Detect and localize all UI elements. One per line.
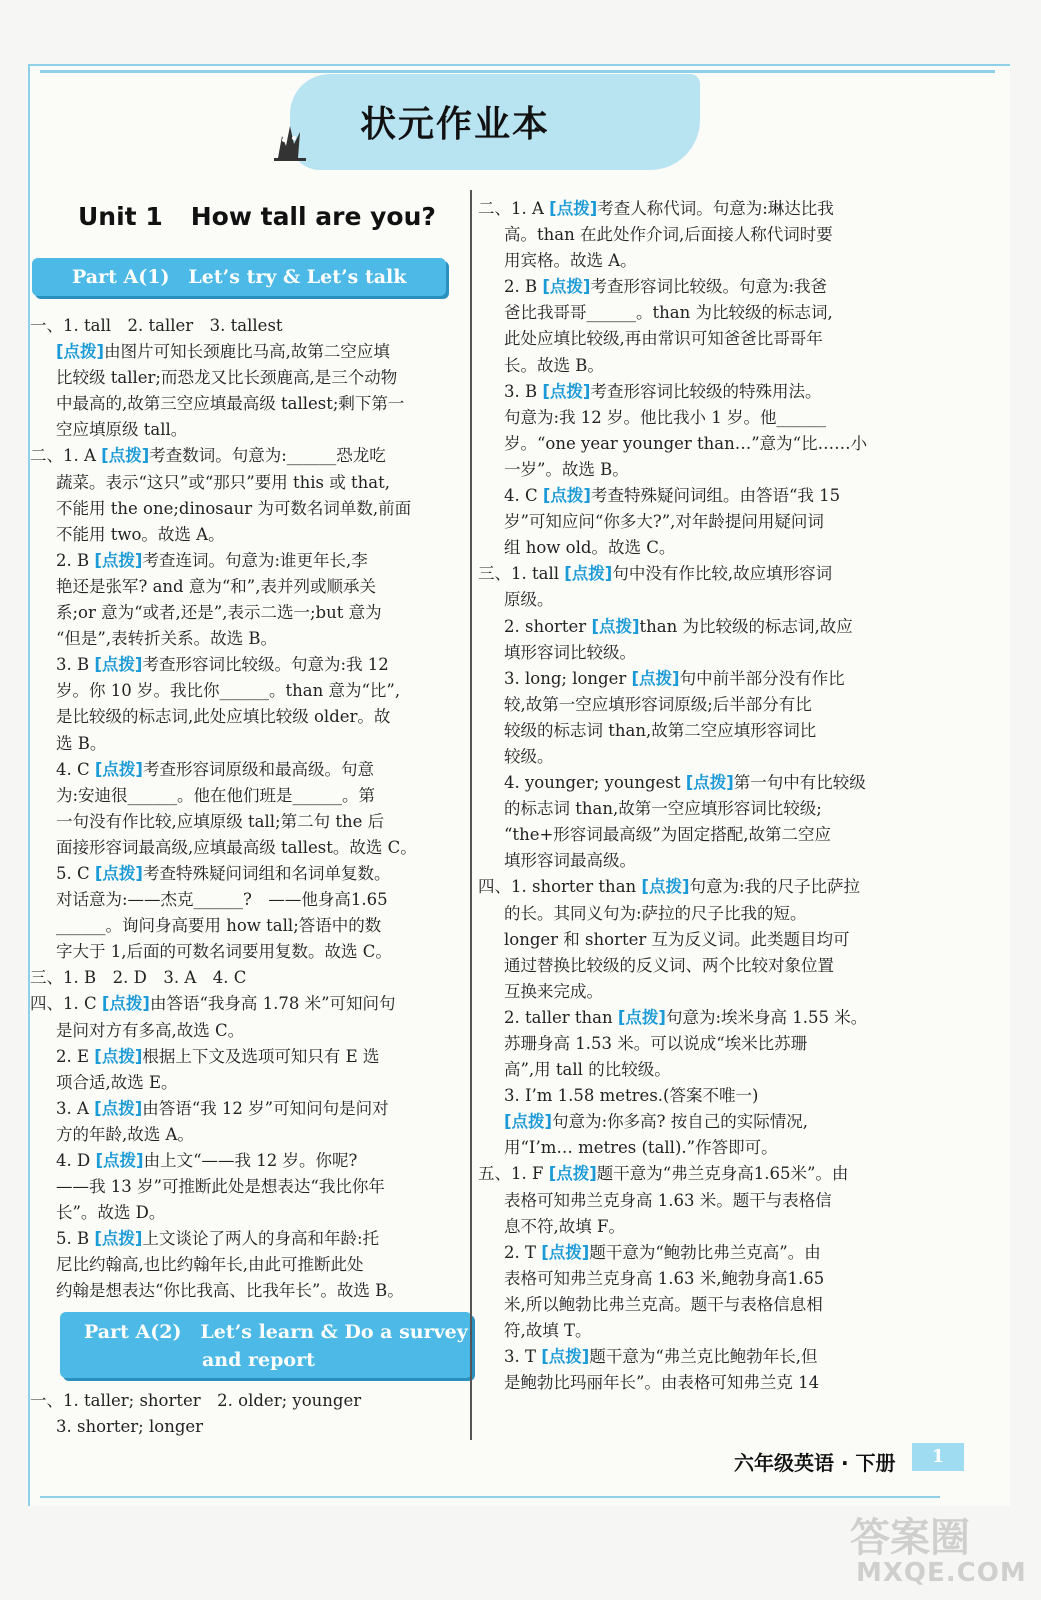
text-line <box>478 379 938 405</box>
text-line <box>478 692 938 718</box>
part-a2-banner <box>60 1312 472 1378</box>
text-line <box>30 313 470 339</box>
line-text: 息不符,故填 F。 <box>504 1216 625 1236</box>
line-text: 不能用 the one;dinosaur 为可数名词单数,前面 <box>56 498 412 518</box>
line-text: 一、1. taller; shorter 2. older; younger <box>30 1391 362 1410</box>
text-line <box>30 365 470 391</box>
text-line <box>478 1240 938 1266</box>
text-line <box>30 965 470 991</box>
text-line <box>478 848 938 874</box>
hint-label: [点拨] <box>549 199 598 218</box>
line-text: 一句没有作比较,应填原级 tall;第二句 the 后 <box>56 811 385 831</box>
line-text: 字大于 1,后面的可数名词要用复数。故选 C。 <box>56 942 392 962</box>
line-text: 2. E <box>56 1046 95 1066</box>
text-line <box>478 222 938 248</box>
line-text: 2. taller than <box>504 1007 618 1027</box>
text-line <box>478 1318 938 1344</box>
line-text: 句意为:埃米身高 1.55 米。 <box>665 1007 868 1027</box>
line-text: 2. shorter <box>504 616 592 636</box>
text-line <box>30 443 470 469</box>
text-line <box>30 548 470 574</box>
text-line <box>478 822 938 848</box>
hint-label: [点拨] <box>685 773 734 793</box>
text-line <box>30 1252 470 1278</box>
line-text: 中最高的,故第三空应填最高级 tallest;剩下第一 <box>56 394 405 414</box>
text-line <box>478 353 938 379</box>
line-text: 原级。 <box>504 590 554 610</box>
text-line <box>30 1388 470 1414</box>
line-text: 的标志词 than,故第一空应填形容词比较级; <box>504 799 822 819</box>
line-text: 题干意为“弗兰克比鲍勃年长,但 <box>589 1347 818 1367</box>
text-line <box>478 483 938 509</box>
text-line <box>30 887 470 913</box>
page-number: 1 <box>912 1443 964 1471</box>
line-text: 一、1. tall 2. taller 3. tallest <box>30 316 283 335</box>
text-line <box>30 391 470 417</box>
text-line <box>478 1005 938 1031</box>
line-text: 的长。其同义句为:萨拉的尺子比我的短。 <box>504 903 807 923</box>
text-line <box>30 626 470 652</box>
line-text: 岁。“one year younger than…”意为“比……小 <box>504 433 868 453</box>
line-text: 为:安迪很______。他在他们班是______。第 <box>56 785 376 805</box>
watermark-logo <box>842 1506 1027 1596</box>
unit-label: Unit 1 <box>78 202 163 231</box>
text-line <box>478 431 938 457</box>
text-line <box>478 953 938 979</box>
hint-label: [点拨] <box>94 1229 143 1249</box>
text-line <box>30 783 470 809</box>
line-text: 约翰是想表达“你比我高、比我年长”。故选 B。 <box>56 1281 404 1301</box>
right-column <box>478 196 938 1396</box>
line-text: 2. T <box>504 1242 542 1262</box>
line-text: 2. B <box>504 277 543 297</box>
line-text: 四、1. shorter than <box>478 877 642 897</box>
text-line <box>30 470 470 496</box>
line-text: 是问对方有多高,故选 C。 <box>56 1020 245 1040</box>
line-text: “但是”,表转折关系。故选 B。 <box>56 629 277 649</box>
text-line <box>478 979 938 1005</box>
hint-label: [点拨] <box>542 277 591 297</box>
text-line <box>478 1109 938 1135</box>
hint-label: [点拨] <box>94 1098 143 1118</box>
hint-label: [点拨] <box>94 655 143 675</box>
text-line <box>478 248 938 274</box>
hint-label: [点拨] <box>56 342 105 362</box>
text-line <box>478 770 938 796</box>
text-line <box>478 614 938 640</box>
line-text: 项合适,故选 E。 <box>56 1072 178 1092</box>
text-line <box>30 991 470 1017</box>
line-text: 组 how old。故选 C。 <box>504 538 676 558</box>
hint-label: [点拨] <box>591 616 640 636</box>
line-text: 2. B <box>56 550 95 570</box>
text-line <box>478 587 938 613</box>
hint-label: [点拨] <box>631 668 680 688</box>
hint-label: [点拨] <box>548 1164 597 1184</box>
line-text: 二、1. A <box>478 199 550 218</box>
text-line <box>30 1278 470 1304</box>
line-text: 用宾格。故选 A。 <box>504 251 637 271</box>
line-text: 三、1. tall <box>478 564 565 584</box>
line-text: 句意为:我的尺子比萨拉 <box>689 877 861 897</box>
text-line <box>478 405 938 431</box>
line-text: 考查特殊疑问词组和名词单复数。 <box>142 863 391 883</box>
line-text: 3. I’m 1.58 metres.(答案不唯一) <box>504 1086 759 1106</box>
hint-label: [点拨] <box>541 1347 590 1367</box>
text-line <box>30 1122 470 1148</box>
line-text: 比较级 taller;而恐龙又比长颈鹿高,是三个动物 <box>56 368 398 388</box>
text-line <box>30 1018 470 1044</box>
line-text: 长”。故选 D。 <box>56 1203 166 1223</box>
line-text: 三、1. B 2. D 3. A 4. C <box>30 968 247 988</box>
line-text: 4. D <box>56 1151 96 1170</box>
line-text: 句意为:我 12 岁。他比我小 1 岁。他______ <box>504 407 827 427</box>
text-line <box>478 1188 938 1214</box>
line-text: 较级的标志词 than,故第二空应填形容词比 <box>504 720 817 740</box>
line-text: 句意为:你多高? 按自己的实际情况, <box>552 1112 808 1132</box>
line-text: “the+形容词最高级”为固定搭配,故第二空应 <box>504 825 831 845</box>
hint-label: [点拨] <box>542 486 591 506</box>
hint-label: [点拨] <box>504 1112 553 1132</box>
line-text: 上文谈论了两人的身高和年龄:托 <box>142 1229 380 1249</box>
text-line <box>30 417 470 443</box>
line-text: 较级。 <box>504 746 554 766</box>
text-line <box>478 274 938 300</box>
text-line <box>478 509 938 535</box>
text-line <box>30 731 470 757</box>
line-text: 互换来完成。 <box>504 981 603 1001</box>
line-text: 对话意为:——杰克______? ——他身高1.65 <box>56 890 388 910</box>
text-line <box>478 640 938 666</box>
line-text: 五、1. F <box>478 1164 549 1184</box>
watermark-url: MXQE.COM <box>856 1558 1027 1588</box>
line-text: 3. B <box>56 655 95 675</box>
line-text: 选 B。 <box>56 733 107 753</box>
part-a1-label: Part A(1) Let’s try & Let’s talk <box>72 266 407 288</box>
line-text: than 为比较级的标志词,故应 <box>639 616 853 636</box>
line-text: 岁”可知应问“你多大?”,对年龄提问用疑问词 <box>504 512 824 532</box>
text-line <box>30 1148 470 1174</box>
text-line <box>30 1044 470 1070</box>
text-line <box>478 1292 938 1318</box>
text-line <box>30 522 470 548</box>
hint-label: [点拨] <box>542 381 591 401</box>
line-text: 是比较级的标志词,此处应填比较级 older。故 <box>56 707 391 727</box>
line-text: 题干意为“弗兰克身高1.65米”。由 <box>596 1164 849 1184</box>
line-text: 考查特殊疑问词组。由答语“我 15 <box>590 486 841 506</box>
line-text: 考查形容词比较级。句意为:我爸 <box>590 277 828 297</box>
unit-title-text: How tall are you? <box>190 202 436 231</box>
text-line <box>478 1266 938 1292</box>
hint-label: [点拨] <box>641 877 690 897</box>
text-line <box>30 1070 470 1096</box>
text-line <box>30 1174 470 1200</box>
line-text: 考查连词。句意为:谁更年长,李 <box>142 550 368 570</box>
text-line <box>478 1083 938 1109</box>
text-line <box>30 600 470 626</box>
text-line <box>30 1226 470 1252</box>
text-line <box>478 718 938 744</box>
line-text: 此处应填比较级,再由常识可知爸爸比哥哥年 <box>504 329 823 349</box>
bottom-rule <box>40 1496 940 1498</box>
hint-label: [点拨] <box>541 1242 590 1262</box>
text-line <box>30 678 470 704</box>
line-text: longer 和 shorter 互为反义词。此类题目均可 <box>504 929 850 949</box>
line-text: 空应填原级 tall。 <box>56 420 188 440</box>
line-text: 四、1. C <box>30 994 102 1014</box>
line-text: 高”,用 tall 的比较级。 <box>504 1060 671 1080</box>
part-a1-banner <box>32 258 446 296</box>
line-text: 句中前半部分没有作比 <box>679 668 845 688</box>
text-line <box>30 913 470 939</box>
line-text: 系;or 意为“或者,还是”,表示二选一;but 意为 <box>56 603 382 623</box>
unit-heading <box>78 202 436 231</box>
line-text: 填形容词比较级。 <box>504 642 636 662</box>
line-text: 蔬菜。表示“这只”或“那只”要用 this 或 that, <box>56 472 390 492</box>
hint-label: [点拨] <box>94 550 143 570</box>
line-text: 方的年龄,故选 A。 <box>56 1124 194 1144</box>
text-line <box>478 1344 938 1370</box>
hint-label: [点拨] <box>617 1007 666 1027</box>
line-text: 二、1. A <box>30 446 102 466</box>
text-line <box>30 496 470 522</box>
text-line <box>478 796 938 822</box>
line-text: ______。询问身高要用 how tall;答语中的数 <box>56 916 382 936</box>
text-line <box>478 1135 938 1161</box>
line-text: ——我 13 岁”可推断此处是想表达“我比你年 <box>56 1177 385 1197</box>
line-text: 5. C <box>56 863 95 883</box>
text-line <box>478 1214 938 1240</box>
text-line <box>30 861 470 887</box>
footer-subject: 六年级英语 · 下册 <box>734 1451 896 1475</box>
line-text: 考查人称代词。句意为:琳达比我 <box>597 199 834 218</box>
line-text: 根据上下文及选项可知只有 E 选 <box>142 1046 380 1066</box>
text-line <box>30 574 470 600</box>
text-line <box>30 1414 470 1440</box>
watermark-text: 答案圈 <box>850 1515 970 1561</box>
line-text: 岁。你 10 岁。我比你______。than 意为“比”, <box>56 681 401 701</box>
text-line <box>478 326 938 352</box>
line-text: 3. long; longer <box>504 668 632 688</box>
text-line <box>478 1370 938 1396</box>
hint-label: [点拨] <box>564 564 613 584</box>
line-text: 3. B <box>504 381 543 401</box>
line-text: 由答语“我身高 1.78 米”可知问句 <box>149 994 396 1014</box>
hint-label: [点拨] <box>94 1046 143 1066</box>
text-line <box>30 339 470 365</box>
top-rule <box>40 70 995 73</box>
text-line <box>30 1096 470 1122</box>
line-text: 不能用 two。故选 A。 <box>56 524 225 544</box>
left-column <box>30 313 470 1305</box>
line-text: 表格可知弗兰克身高 1.63 米。题干与表格信 <box>504 1190 832 1210</box>
line-text: 米,所以鲍勃比弗兰克高。题干与表格信息相 <box>504 1294 823 1314</box>
hint-label: [点拨] <box>101 446 150 466</box>
line-text: 4. younger; youngest <box>504 773 686 793</box>
line-text: 是鲍勃比玛丽年长”。由表格可知弗兰克 14 <box>504 1373 820 1393</box>
line-text: 题干意为“鲍勃比弗兰克高”。由 <box>589 1242 821 1262</box>
line-text: 考查形容词原级和最高级。句意 <box>142 759 374 779</box>
mascot-icon <box>272 118 306 162</box>
line-text: 尼比约翰高,也比约翰年长,由此可推断此处 <box>56 1255 364 1275</box>
text-line <box>30 652 470 678</box>
text-line <box>478 666 938 692</box>
line-text: 由答语“我 12 岁”可知问句是问对 <box>142 1098 389 1118</box>
line-text: 4. C <box>56 759 95 779</box>
text-line <box>478 561 938 587</box>
line-text: 3. T <box>504 1347 542 1367</box>
line-text: 5. B <box>56 1229 95 1249</box>
line-text: 3. shorter; longer <box>56 1417 204 1437</box>
text-line <box>478 744 938 770</box>
line-text: 考查形容词比较级的特殊用法。 <box>590 381 822 401</box>
column-divider <box>470 190 472 1440</box>
hint-label: [点拨] <box>101 994 150 1014</box>
line-text: 高。than 在此处作介词,后面接人称代词时要 <box>504 225 833 245</box>
hint-label: [点拨] <box>94 759 143 779</box>
line-text: 考查形容词比较级。句意为:我 12 <box>142 655 389 675</box>
line-text: 艳还是张军? and 意为“和”,表并列或顺承关 <box>56 576 376 596</box>
line-text: 由图片可知长颈鹿比马高,故第二空应填 <box>104 342 390 362</box>
text-line <box>30 704 470 730</box>
line-text: 第一句中有比较级 <box>733 773 866 793</box>
text-line <box>478 1057 938 1083</box>
line-text: 较,故第一空应填形容词原级;后半部分有比 <box>504 694 812 714</box>
text-line <box>478 1031 938 1057</box>
text-line <box>478 1161 938 1187</box>
text-line <box>30 757 470 783</box>
hint-label: [点拨] <box>95 1151 144 1170</box>
line-text: 符,故填 T。 <box>504 1321 592 1341</box>
hint-label: [点拨] <box>94 863 143 883</box>
text-line <box>30 939 470 965</box>
line-text: 句中没有作比较,故应填形容词 <box>612 564 833 584</box>
line-text: 4. C <box>504 486 543 506</box>
line-text: 考查数词。句意为:______恐龙吃 <box>149 446 386 466</box>
line-text: 3. A <box>56 1098 95 1118</box>
text-line <box>30 809 470 835</box>
text-line <box>478 300 938 326</box>
line-text: 表格可知弗兰克身高 1.63 米,鲍勃身高1.65 <box>504 1268 825 1288</box>
text-line <box>478 901 938 927</box>
line-text: 爸比我哥哥______。than 为比较级的标志词, <box>504 303 833 323</box>
part-a2-label-line1: Part A(2) Let’s learn & Do a survey <box>84 1321 468 1343</box>
text-line <box>478 874 938 900</box>
text-line <box>478 535 938 561</box>
line-text: 一岁”。故选 B。 <box>504 459 629 479</box>
page-title: 状元作业本 <box>360 104 551 145</box>
text-line <box>30 1200 470 1226</box>
line-text: 面接形容词最高级,应填最高级 tallest。故选 C。 <box>56 837 417 857</box>
left-column-tail <box>30 1388 470 1440</box>
line-text: 通过替换比较级的反义词、两个比较对象位置 <box>504 955 834 975</box>
line-text: 用“I’m… metres (tall).”作答即可。 <box>504 1138 778 1158</box>
line-text: 填形容词最高级。 <box>504 851 636 871</box>
text-line <box>478 457 938 483</box>
line-text: 苏珊身高 1.53 米。可以说成“埃米比苏珊 <box>504 1034 808 1053</box>
text-line <box>478 196 938 222</box>
line-text: 由上文“——我 12 岁。你呢? <box>143 1151 358 1170</box>
line-text: 长。故选 B。 <box>504 355 604 375</box>
text-line <box>30 835 470 861</box>
text-line <box>478 927 938 953</box>
part-a2-label-line2: and report <box>202 1349 315 1371</box>
